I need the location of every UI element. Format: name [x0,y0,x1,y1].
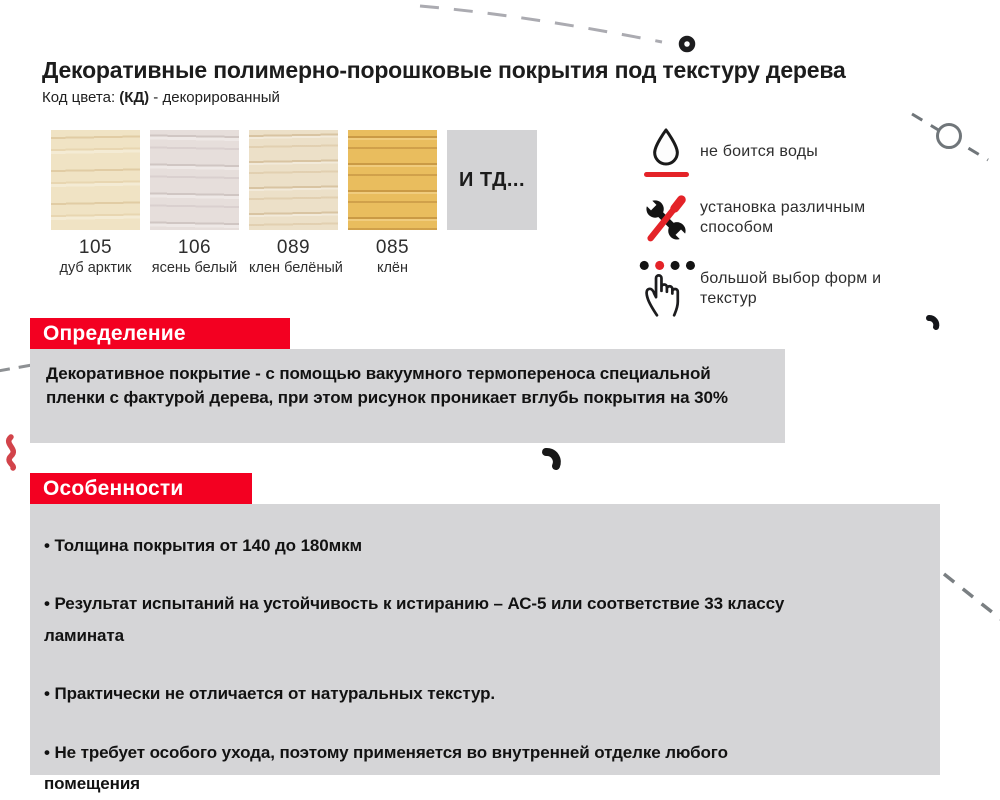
definition-heading: Определение [30,318,290,349]
feature-choice [632,256,962,322]
swatch-106 [150,130,239,276]
top-dashed-curve [420,6,662,42]
swatch-105 [51,130,140,276]
features-bullet-list [44,530,922,800]
swatch-code: 085 [375,237,410,258]
water-drop-icon [632,127,700,177]
hand-select-icon [632,258,700,320]
bullet-item: • Не требует особого ухода, поэтому применяется во внутренней отделке любого помещения [44,737,744,800]
swatch-name: дуб арктик [59,260,132,276]
swatch-name: ясень белый [151,260,238,276]
features-heading: Особенности [30,473,252,504]
etc-box: И ТД... [447,130,537,230]
donut-dot [682,39,693,50]
swatch-code: 105 [78,237,113,258]
red-squiggle [9,437,14,468]
swatch-etc [447,130,536,276]
red-underline [644,172,689,177]
feature-label: не боится воды [700,142,818,160]
swatch-image-105 [51,130,140,230]
swatch-085 [348,130,437,276]
bullet-item: • Результат испытаний на устойчивость к истиранию – АС-5 или соответствие 33 классу ламината [44,588,844,651]
color-code-subtitle [42,89,280,106]
feature-install [632,190,962,246]
bullet-item: • Толщина покрытия от 140 до 180мкм [44,530,922,561]
swatch-image-089 [249,130,338,230]
swatch-089 [249,130,343,276]
feature-label: установка различным способом [700,198,866,236]
swatch-image-085 [348,130,437,230]
subtitle-code: (КД) [119,89,150,106]
swatch-code: 106 [177,237,212,258]
page-title: Декоративные полимерно-порошковые покрытия под текстуру дерева [42,57,846,83]
comma-shape-large [546,452,557,466]
subtitle-prefix: Код цвета: [42,89,120,106]
bottom-right-dashes [944,574,1000,620]
bullet-item: • Практически не отличается от натуральных текстур. [44,678,922,709]
swatch-code: 089 [276,237,311,258]
features-body [30,504,940,794]
feature-water [632,124,962,180]
definition-body: Декоративное покрытие - с помощью вакуумного термопереноса специальной пленки с фактурой дерева, при этом рисунок проникает вглубь покрытия на 30% [30,349,785,443]
swatch-name: клён [376,260,409,276]
swatch-image-106 [150,130,239,230]
swatch-name: клен белёный [249,260,343,276]
features-column [632,124,962,332]
tools-icon [632,191,700,245]
subtitle-suffix: - декорированный [149,89,280,106]
swatch-row [51,130,536,276]
feature-label: большой выбор форм и текстур [700,269,882,307]
left-dashes [0,365,32,371]
